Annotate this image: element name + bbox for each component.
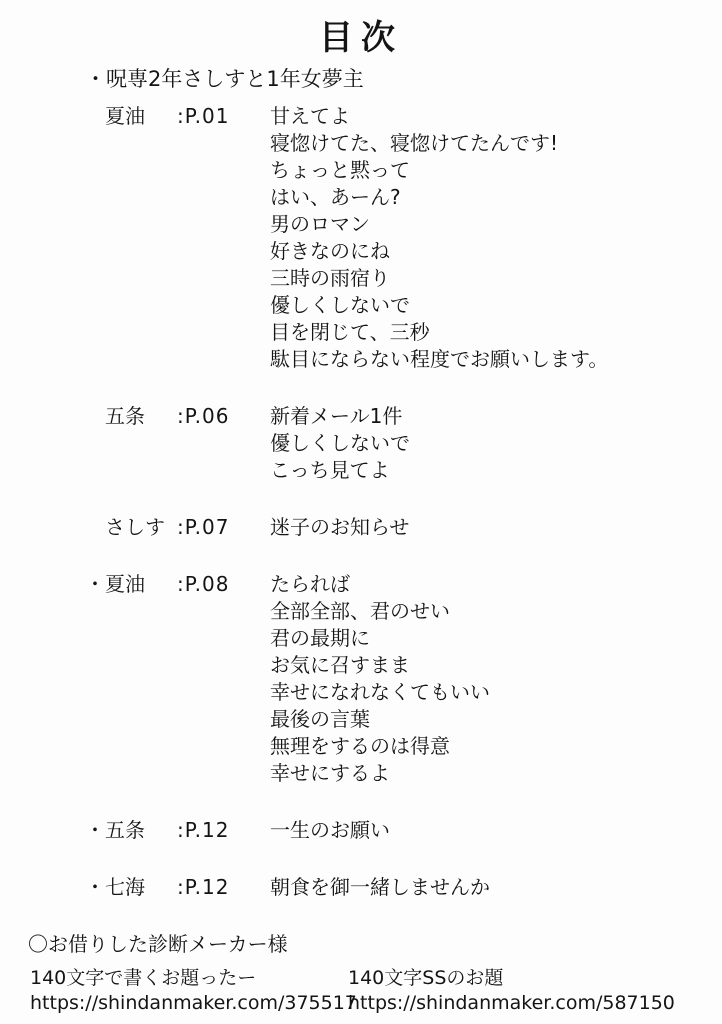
section-character-name: 夏油 xyxy=(105,104,145,128)
story-title: お気に召すまま xyxy=(270,653,410,677)
story-title: 男のロマン xyxy=(270,212,370,236)
section-page-ref: :P.07 xyxy=(177,515,230,539)
credit-url: https://shindanmaker.com/375517 xyxy=(30,992,357,1014)
story-title: 幸せにするよ xyxy=(270,761,390,785)
toc-section xyxy=(85,817,722,844)
credit-url: https://shindanmaker.com/587150 xyxy=(348,992,675,1014)
story-title: はい、あーん? xyxy=(270,185,401,209)
section-bullet xyxy=(85,103,105,373)
section-page-ref: :P.06 xyxy=(177,404,230,428)
section-page-ref: :P.08 xyxy=(177,572,230,596)
story-title: ちょっと黙って xyxy=(270,158,410,182)
story-title: 迷子のお知らせ xyxy=(270,515,410,539)
credit-item xyxy=(30,966,357,1016)
story-title: こっち見てよ xyxy=(270,458,390,482)
toc-section xyxy=(85,874,722,901)
section-character-name: 五条 xyxy=(105,818,145,842)
toc-sections xyxy=(85,103,722,901)
credits-heading: 〇お借りした診断メーカー様 xyxy=(28,932,288,956)
credit-item xyxy=(348,966,675,1016)
credit-label: 140文字SSのお題 xyxy=(348,967,504,989)
story-title: 駄目にならない程度でお願いします。 xyxy=(270,347,609,371)
story-title: 新着メール1件 xyxy=(270,404,403,428)
story-title: 君の最期に xyxy=(270,626,370,650)
section-title-list xyxy=(270,514,409,541)
story-title: 最後の言葉 xyxy=(270,707,370,731)
section-head xyxy=(85,817,270,844)
story-title: 寝惚けてた、寝惚けてたんです! xyxy=(270,131,559,155)
story-title: 優しくしないで xyxy=(270,431,410,455)
section-title-list xyxy=(270,817,390,844)
toc-section xyxy=(85,103,722,373)
story-title: たられば xyxy=(270,572,350,596)
section-page-ref: :P.12 xyxy=(177,875,230,899)
section-head xyxy=(85,403,270,484)
section-page-ref: :P.12 xyxy=(177,818,230,842)
section-bullet: ・ xyxy=(85,875,105,899)
section-head xyxy=(85,514,270,541)
section-title-list xyxy=(270,874,490,901)
story-title: 甘えてよ xyxy=(270,104,350,128)
section-head xyxy=(85,103,270,373)
section-bullet xyxy=(85,514,105,541)
section-character-name: さしす xyxy=(105,515,165,539)
section-bullet: ・ xyxy=(85,818,105,842)
story-title: 無理をするのは得意 xyxy=(270,734,450,758)
story-title: 三時の雨宿り xyxy=(270,266,390,290)
section-head xyxy=(85,571,270,787)
story-title: 全部全部、君のせい xyxy=(270,599,450,623)
story-title: 朝食を御一緒しませんか xyxy=(270,875,490,899)
story-title: 幸せになれなくてもいい xyxy=(270,680,490,704)
credit-label: 140文字で書くお題ったー xyxy=(30,967,257,989)
credits-row xyxy=(30,966,722,1016)
story-title: 好きなのにね xyxy=(270,239,390,263)
section-head xyxy=(85,874,270,901)
section-bullet: ・ xyxy=(85,572,105,596)
section-title-list xyxy=(270,571,490,787)
story-title: 優しくしないで xyxy=(270,293,410,317)
toc-section xyxy=(85,514,722,541)
story-title: 一生のお願い xyxy=(270,818,390,842)
story-title: 目を閉じて、三秒 xyxy=(270,320,430,344)
section-page-ref: :P.01 xyxy=(177,104,230,128)
page-title: 目次 xyxy=(319,18,403,58)
section-title-list xyxy=(270,103,608,373)
section-title-list xyxy=(270,403,410,484)
toc-section xyxy=(85,571,722,787)
section-character-name: 五条 xyxy=(105,404,145,428)
section-character-name: 夏油 xyxy=(105,572,145,596)
section-character-name: 七海 xyxy=(105,875,145,899)
toc-section xyxy=(85,403,722,484)
section-bullet xyxy=(85,403,105,484)
intro-line: ・呪専2年さしすと1年女夢主 xyxy=(85,67,364,91)
